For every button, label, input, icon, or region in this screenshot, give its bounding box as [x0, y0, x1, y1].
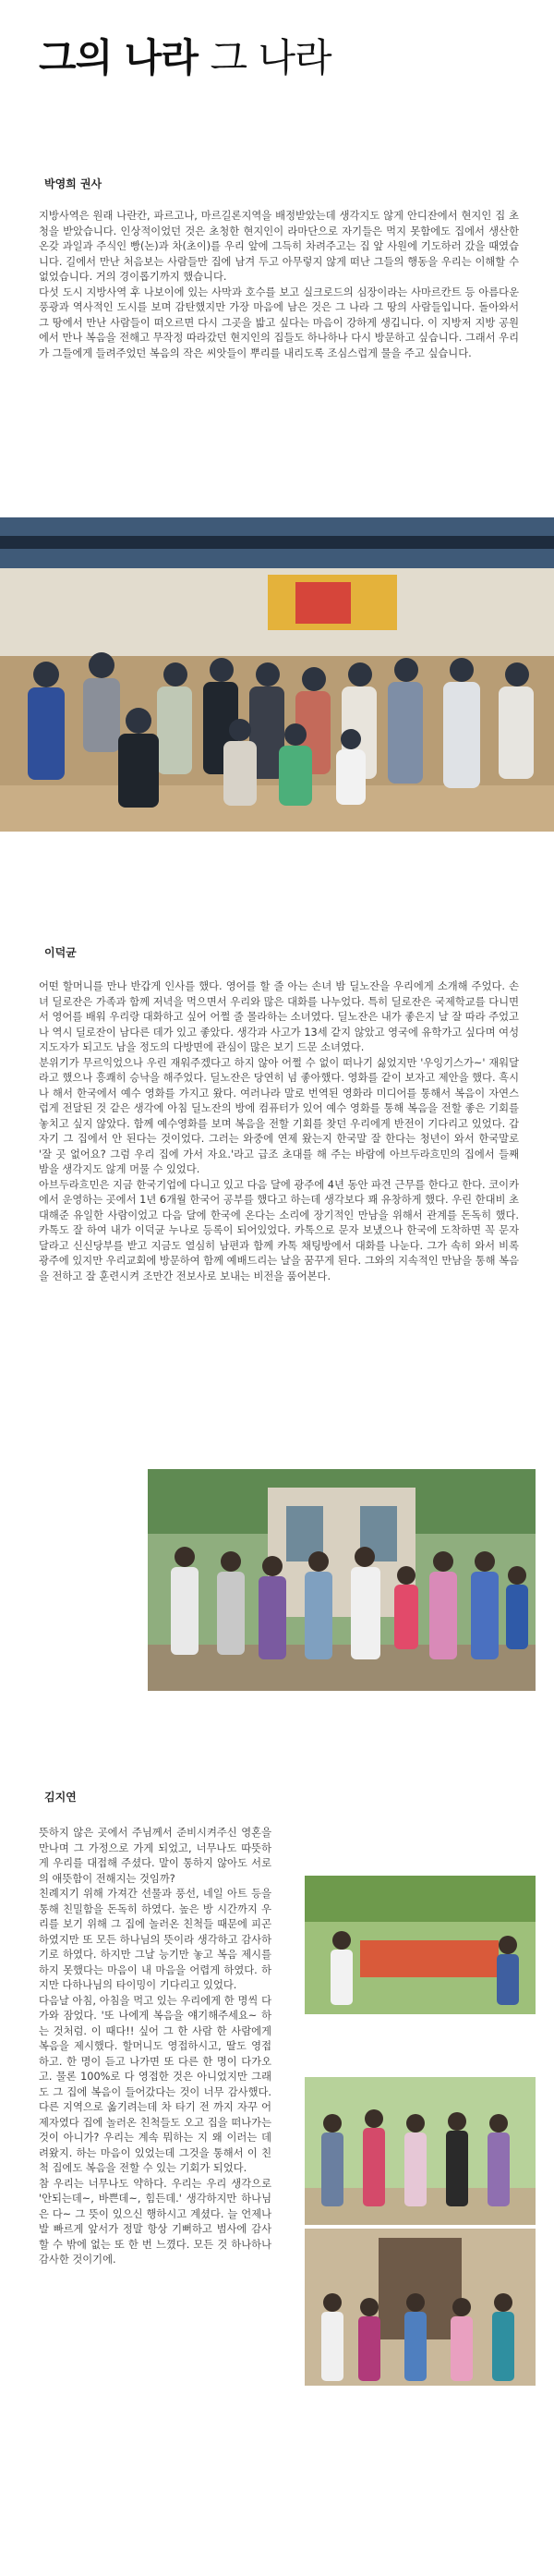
section-1-text [39, 209, 519, 361]
paragraph: 어떤 할머니를 만나 반갑게 인사를 했다. 영어를 할 줄 아는 손녀 밤 딜노잔을 우리에게 소개해 주었다. 손녀 딜로잔은 가족과 함께 저녁을 먹으면서 우리와 많은 대화를 나누었다. 특히 딜로잔은 국제학교를 다니면서 영어를 배워 우리랑 대화하고 싶어 어쩔 줄 몰라하는 소녀였다. 딜노잔은 내가 좋은지 날 잘 따라 주었고 나 역시 딜로잔이 남다른 데가 있고 좋았다. 생각과 사고가 13세 같지 않았고 영국에 유학가고 싶다며 여성 지도자가 되고도 남을 정도의 다방면에 관심이 많은 보기 드문 소녀였다. [39, 980, 519, 1053]
photo-doorway-group [305, 2229, 536, 2386]
title-light: 그 나라 [210, 35, 331, 80]
section-2-author: 이덕균 [44, 946, 77, 959]
section-1-author: 박영희 권사 [44, 177, 102, 190]
paragraph: 다섯 도시 지방사역 후 나보이에 있는 사막과 호수를 보고 실크로드의 심장이라는 사마르칸트 등 아름다운 풍광과 역사적인 도시를 보며 감탄했지만 가장 마음에 남은 것은 그 나라 그 땅의 사람들입니다. 돌아와서 그 땅에서 만난 사람들이 떠오르면 다시 그곳을 밟고 싶다는 마음이 강하게 생깁니다. 이 지방저 지방 공원에서 만나 복음을 전해고 무작정 따라갔던 현지인의 집들도 하나하나 다시 방문하고 싶습니다. 그래서 우리가 그들에게 들려주었던 복음의 작은 씨앗들이 뿌리를 내리도록 조심스럽게 물을 주고 싶습니다. [39, 286, 519, 359]
article-title [39, 37, 331, 79]
paragraph: 다음날 아침, 아침을 먹고 있는 우리에게 한 명씩 다가와 잠었다. '또 나에게 복음을 얘기해주세요~ 하는 것처럼. 이 때다!! 싶어 그 한 사람 한 사람에게 복음을 제시했다. 할머니도 영접하시고, 딸도 영접하고. 한 명이 듣고 나가면 또 다른 한 명이 다가오고. 물론 100%로 다 영접한 것은 아니었지만 그래도 그 집에 복음이 들어갔다는 것이 너무 감사했다. 다른 지역으로 옮기려는데 차 타기 전 까지 자꾸 어 제자였다 집에 놀러온 친척들도 오고 집을 떠나가는 것이 아니가? 우리는 계속 뭐하는 지 왜 이러는 데려왔지. 하는 마음이 있었는데 그것을 통해서 이 친척 집에도 복음을 전할 수 있는 기회가 되었다. [39, 1994, 271, 2174]
paragraph: 뜻하지 않은 곳에서 주님께서 준비시켜주신 영혼을 만나며 그 가정으로 가게 되었고, 너무나도 따뜻하게 우리를 대접해 주셨다. 말이 통하지 않아도 서로의 애뜻함이 전해지는 것임까? [39, 1827, 271, 1885]
photo-outdoor-gathering [305, 1876, 536, 2014]
paragraph: 지방사역은 원래 나란칸, 파르고나, 마르길론지역을 배정받았는데 생각지도 않게 안디잔에서 현지인 집 초청을 받았습니다. 인상적이었던 것은 초청한 현지인이 라마단으로 자기들은 먹지 못함에도 집에서 생산한 온갖 과일과 주식인 빵(논)과 차(초이)를 우리 앞에 그득히 차려주고는 집 앞 사원에 기도하러 갔을 때였습니다. 길에서 만난 처음보는 사람들만 집에 남겨 두고 아무렇지 않게 떠난 그들의 행동을 우리는 이해할 수 없었습니다. 거의 경이롭기까지 했습니다. [39, 210, 519, 283]
section-3-author: 김지연 [44, 1791, 77, 1804]
title-bold: 그의 나라 [39, 35, 198, 80]
paragraph: 아브두라흐민은 지금 한국기업에 다니고 있고 다음 달에 광주에 4년 동안 파견 근무를 한다고 한다. 코이카에서 운영하는 곳에서 1년 6개월 한국어 공부를 했다고 하는데 생각보다 꽤 유창하게 했다. 우린 한대비 초대해준 유일한 사람이었고 다음 달에 한국에 온다는 소리에 장기적인 만남을 위해서 관계를 돈독히 했다. 카톡도 잘 하여 내가 이덕균 누나로 등록이 되어있었다. 카톡으로 문자 보냈으나 한국에 도착하면 꼭 문자달라고 신신당부를 받고 지금도 열심히 남편과 함께 카톡 채팅방에서 대화를 나눈다. 그가 속히 와서 비록 광주에 있지만 우리교회에 방문하여 함께 예배드리는 날을 꿈꾸게 된다. 그와의 지속적인 만남을 통해 복음을 전하고 잘 훈련시켜 조만간 전보사로 보내는 비전을 품어본다. [39, 1178, 519, 1282]
photo-family-group [305, 2077, 536, 2225]
paragraph: 분위기가 무르익었으나 우린 재워주겠다고 하지 않아 어쩔 수 없이 떠나기 싫었지만 '우잉기스가~' 재워달라고 했으나 흥쾌히 승낙을 해주었다. 딜노잔은 당연히 넘 좋아했다. 영화를 같이 보자고 제안을 했다. 흑시나 해서 한국에서 예수 영화를 가지고 왔다. 여러나라 말로 번역된 영화라 미디어를 통해서 복음이 자연스럽게 전달된 것 같은 생각에 아침 딜노잔의 방에 컴퓨터가 있어 예수 영화를 통해 복음을 전할 좋은 기회를 놓치고 싶지 않았다. 함께 예수영화를 보며 복음을 전할 기회를 찾던 우리에게 반전이 기다리고 있었다. 갑자기 그 집에서 안 된다는 것이었다. 그러는 와중에 연제 왔는지 한국말 잘 한다는 청년이 와서 한국말로 '잘 곳 없어요? 그럼 우리 집에 가서 자요.'라고 급조 초대를 해 주는 바람에 아브두라흐민의 집에서 들째 밤을 생각지도 않게 머물 수 있었다. [39, 1056, 520, 1175]
section-2-text [39, 979, 519, 1284]
group-photo-house [148, 1469, 536, 1691]
group-photo-airport [0, 517, 554, 832]
paragraph: 친례지기 위해 가져간 선물과 풍선, 네일 아트 등을 통해 친밀함을 돈독히 하였다. 높은 방 시간까지 우리를 보기 위해 그 집에 놀러온 친척들 때문에 피곤하였지만 또 모든 하나님의 뜻이라 생각하고 감사하기로 하였다. 하지만 그날 능기만 놓고 복음 제시를 하지 못했다는 마음이 내 마음을 어렵게 하였다. 하지만 다하나님의 타이밍이 기다리고 있었다. [39, 1888, 271, 1991]
section-3-text [39, 1826, 271, 2268]
paragraph: 참 우리는 너무나도 약하다. 우리는 우리 생각으로 '안되는데~, 바쁜데~, 힘든데.' 생각하지만 하나님은 다~ 그 뜻이 있으신 행하시고 계셨다. 늘 언제나 발 빠르게 앞서가 정말 항상 기뻐하고 범사에 감사할 수 밖에 없는 또 한 번 느꼈다. 모든 것 하나하나 감사한 것이기에. [39, 2177, 271, 2266]
